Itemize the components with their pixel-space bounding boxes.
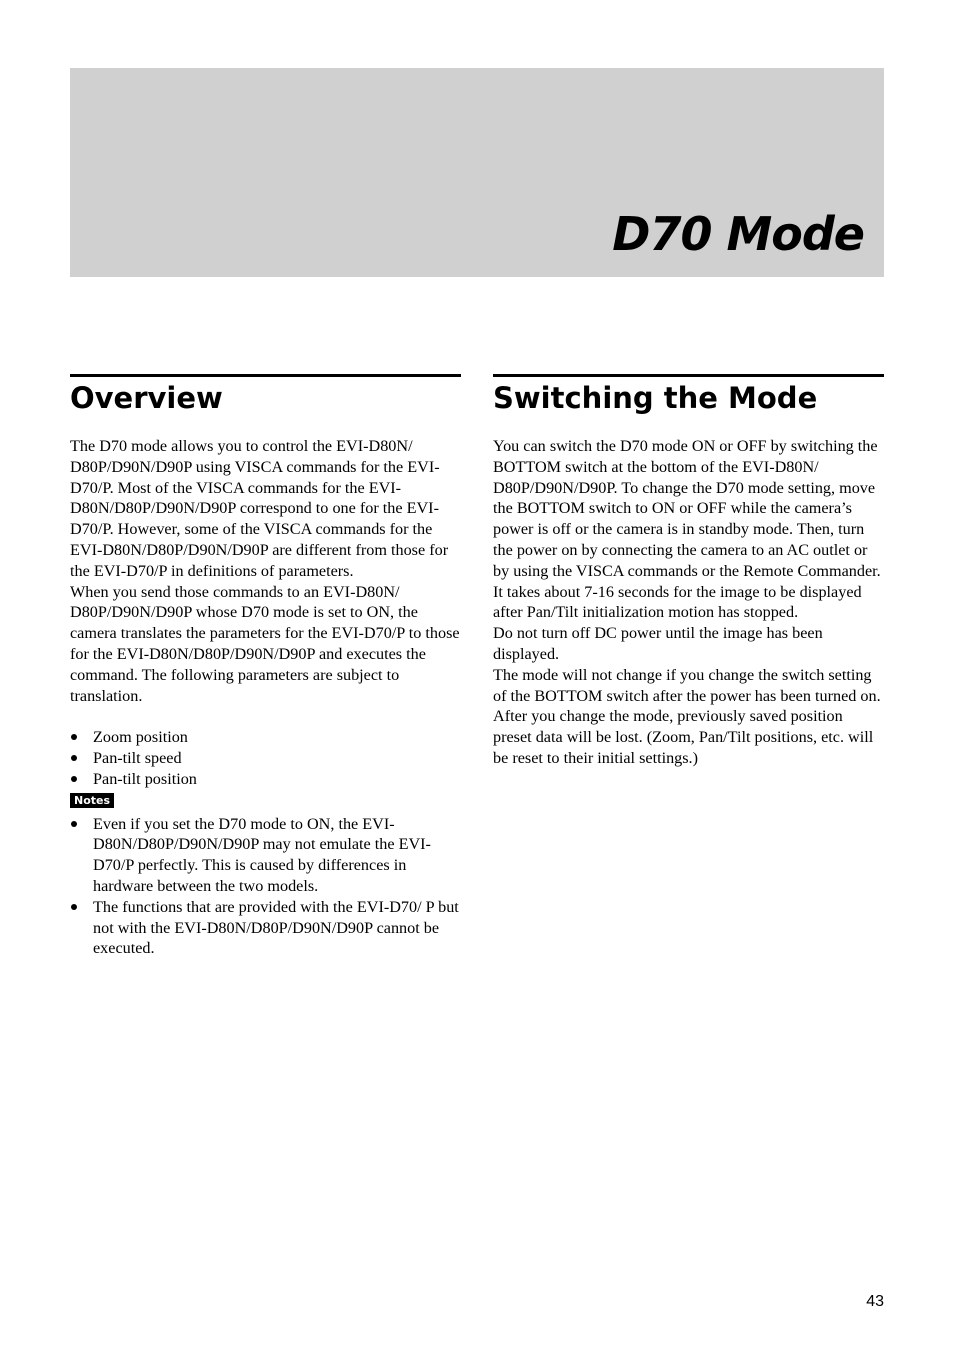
notes-badge: Notes [70,793,114,808]
overview-paragraph: The D70 mode allows you to control the EVI-D80N/ D80P/D90N/D90P using VISCA commands for the EVI-D70/P. Most of the VISCA commands for the EVI-D80N/D80P/D90N/D90P correspond to one for the EVI-D70/P. However, some of the VISCA commands for the EVI-D80N/D80P/D90N/D90P are different from those for the EVI-D70/P in definitions of parameters. [70,437,449,580]
bullet-icon [71,821,77,827]
chapter-title: D70 Mode [612,207,864,261]
note-text: Even if you set the D70 mode to ON, the EVI-D80N/D80P/D90N/D90P may not emulate the EVI-D70/P perfectly. This is caused by differences in hardware between the two models. [93,814,431,895]
switching-paragraph: It takes about 7-16 seconds for the image to be displayed after Pan/Tilt initialization motion has stopped. [493,582,862,622]
switching-mode-body [493,436,884,769]
translated-parameters-list [70,727,461,789]
overview-paragraph: When you send those commands to an EVI-D80N/ D80P/D90N/D90P whose D70 mode is set to ON, the camera translates the parameters for the EVI-D70/P to those for the EVI-D80N/D80P/D90N/D90P and executes the command. The following parameters are subject to translation. [70,582,460,705]
bullet-icon [71,734,77,740]
page-number: 43 [866,1293,884,1310]
switching-mode-section [493,374,884,769]
switching-mode-heading: Switching the Mode [493,374,884,420]
list-item-text: Pan-tilt speed [93,748,182,767]
switching-paragraph: The mode will not change if you change the switch setting of the BOTTOM switch after the power has been turned on. [493,665,881,705]
overview-body [70,436,461,706]
list-item-text: Zoom position [93,728,188,747]
list-item-text: Pan-tilt position [93,769,197,788]
switching-paragraph: You can switch the D70 mode ON or OFF by switching the BOTTOM switch at the bottom of the EVI-D80N/ D80P/D90N/D90P. To change the D70 mode setting, move the BOTTOM switch to ON or OFF while the camera’s power is off or the camera is in standby mode. Then, turn the power on by connecting the camera to an AC outlet or by using the VISCA commands or the Remote Commander. [493,437,881,580]
note-text: The functions that are provided with the EVI-D70/ P but not with the EVI-D80N/D80P/D90N/D90P cannot be executed. [93,897,459,958]
note-item [70,897,461,959]
bullet-icon [71,776,77,782]
notes-list [70,814,461,960]
switching-paragraph: After you change the mode, previously saved position preset data will be lost. (Zoom, Pan/Tilt positions, etc. will be reset to their initial settings.) [493,707,874,767]
list-item [70,748,461,769]
list-item [70,727,461,748]
list-item [70,769,461,790]
bullet-icon [71,904,77,910]
chapter-banner [70,68,884,277]
note-item [70,814,461,897]
bullet-icon [71,755,77,761]
switching-paragraph: Do not turn off DC power until the image has been displayed. [493,624,823,663]
overview-section [70,374,461,959]
overview-heading: Overview [70,374,461,420]
